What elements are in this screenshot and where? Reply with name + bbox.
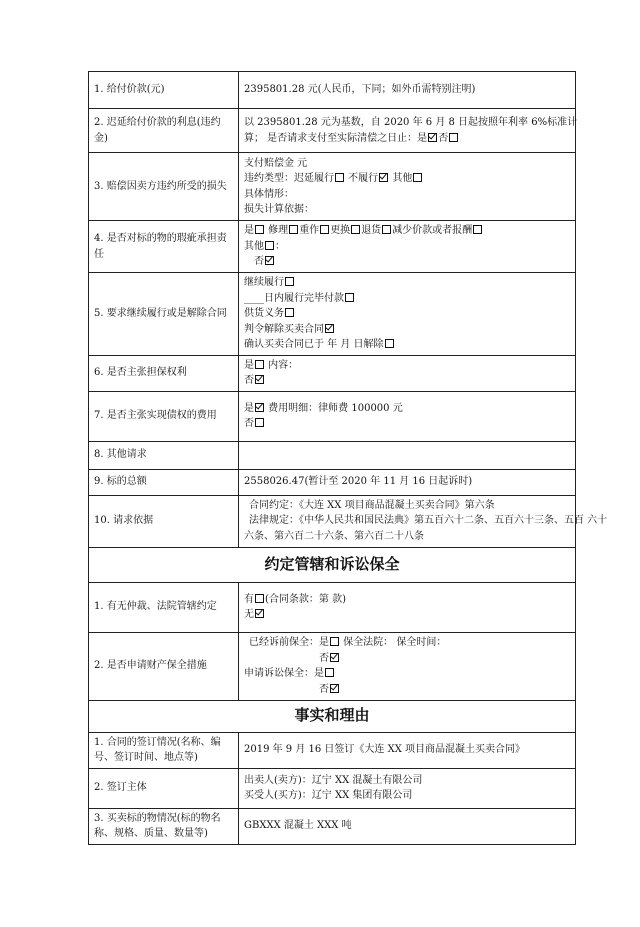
checkbox-empty-icon bbox=[265, 241, 274, 250]
section-title-facts: 事实和理由 bbox=[89, 700, 576, 732]
value-line: 否 bbox=[244, 651, 570, 667]
value-line: 申请诉讼保全：是 bbox=[244, 666, 570, 682]
checkbox-empty-icon bbox=[335, 173, 344, 182]
value-line: GBXXX 混凝土 XXX 吨 bbox=[244, 820, 352, 832]
checkbox-empty-icon bbox=[255, 360, 264, 369]
form-row bbox=[89, 768, 576, 808]
form-row bbox=[89, 273, 576, 356]
form-row bbox=[89, 221, 576, 273]
checkbox-empty-icon bbox=[330, 637, 339, 646]
value-line: 判令解除买卖合同 bbox=[244, 322, 570, 338]
form-row bbox=[89, 469, 576, 495]
checkbox-empty-icon bbox=[289, 225, 298, 234]
row-label: 7. 是否主张实现债权的费用 bbox=[89, 391, 239, 441]
row-value bbox=[239, 391, 576, 441]
form-row bbox=[89, 441, 576, 469]
checkbox-empty-icon bbox=[325, 668, 334, 677]
checkbox-empty-icon bbox=[345, 293, 354, 302]
value-line: 法律规定：《中华人民共和国民法典》第五百六十二条、五百六十三条、五百 六十 bbox=[249, 515, 608, 527]
checkbox-empty-icon bbox=[255, 594, 264, 603]
form-row bbox=[89, 495, 576, 547]
value-line: 其他 ： bbox=[244, 240, 285, 252]
row-value bbox=[239, 109, 576, 153]
checkbox-checked-icon bbox=[255, 403, 264, 412]
section-title-jurisdiction: 约定管辖和诉讼保全 bbox=[89, 547, 576, 582]
row-value bbox=[239, 768, 576, 808]
value-line: 确认买卖合同已于 年 月 日解除 bbox=[244, 337, 570, 353]
checkbox-empty-icon bbox=[473, 225, 482, 234]
row-value bbox=[239, 273, 576, 356]
checkbox-empty-icon bbox=[320, 225, 329, 234]
value-line: 出卖人(卖方)：辽宁 XX 混凝土有限公司 bbox=[244, 774, 423, 786]
row-value bbox=[239, 153, 576, 221]
value-line: 2019 年 9 月 16 日签订《大连 XX 项目商品混凝土买卖合同》 bbox=[244, 744, 526, 756]
row-label: 9. 标的总额 bbox=[89, 469, 239, 495]
checkbox-empty-icon bbox=[385, 339, 394, 348]
row-value bbox=[239, 355, 576, 391]
checkbox-empty-icon bbox=[351, 225, 360, 234]
value-line: 否 bbox=[244, 682, 570, 698]
checkbox-empty-icon bbox=[382, 225, 391, 234]
row-label: 1. 给付价款(元) bbox=[89, 72, 239, 109]
value-line: 供货义务 bbox=[244, 306, 570, 322]
checkbox-empty-icon bbox=[255, 418, 264, 427]
value-line: 有 (合同条款：第 款) bbox=[244, 593, 346, 605]
value-line: ____日内履行完毕付款 bbox=[244, 291, 570, 307]
row-value bbox=[239, 72, 576, 109]
checkbox-checked-icon bbox=[330, 684, 339, 693]
row-value bbox=[239, 441, 576, 469]
checkbox-empty-icon bbox=[255, 225, 264, 234]
row-value bbox=[239, 469, 576, 495]
row-label: 2. 是否申请财产保全措施 bbox=[89, 632, 239, 700]
value-line: 无 bbox=[244, 607, 570, 623]
complaint-form bbox=[88, 71, 608, 845]
facts-section bbox=[89, 732, 576, 844]
value-line: 买受人(买方)：辽宁 XX 集团有限公司 bbox=[244, 790, 413, 801]
value-line: 是 内容： bbox=[244, 359, 299, 371]
row-value bbox=[239, 732, 576, 768]
value-line: 是 修理 重作 更换 退货 减少价款或者报酬 bbox=[244, 223, 570, 239]
value-line: 具体情形： bbox=[244, 188, 294, 200]
row-value bbox=[239, 808, 576, 844]
form-row bbox=[89, 732, 576, 768]
jurisdiction-header bbox=[89, 547, 576, 582]
value-line: 算； 是否请求支付至实际清偿之日止：是 否 bbox=[244, 131, 570, 147]
checkbox-checked-icon bbox=[325, 324, 334, 333]
value-line: 已经诉前保全：是 保全法院： 保全时间： bbox=[249, 637, 447, 648]
row-label: 1. 合同的签订情况(名称、编号、签订时间、地点等) bbox=[89, 732, 239, 768]
row-label: 3. 赔偿因卖方违约所受的损失 bbox=[89, 153, 239, 221]
checkbox-checked-icon bbox=[330, 653, 339, 662]
checkbox-checked-icon bbox=[255, 609, 264, 618]
value-line: 2558026.47(暂计至 2020 年 11 月 16 日起诉时) bbox=[244, 476, 473, 488]
value-line: 2395801.28 元(人民币，下同；如外币需特别注明) bbox=[244, 84, 476, 96]
form-row bbox=[89, 582, 576, 632]
row-label: 2. 签订主体 bbox=[89, 768, 239, 808]
row-label: 4. 是否对标的物的瑕疵承担责任 bbox=[89, 221, 239, 273]
value-line: 以 2395801.28 元为基数，自 2020 年 6 月 8 日起按照年利率 6%标准计 bbox=[244, 117, 578, 128]
row-value bbox=[239, 221, 576, 273]
row-value bbox=[239, 495, 608, 547]
claims-section bbox=[89, 72, 608, 548]
row-label: 6. 是否主张担保权利 bbox=[89, 355, 239, 391]
checkbox-empty-icon bbox=[285, 277, 294, 286]
checkbox-checked-icon bbox=[255, 375, 264, 384]
value-line: 损失计算依据： bbox=[244, 204, 314, 215]
checkbox-checked-icon bbox=[379, 173, 388, 182]
form-row bbox=[89, 391, 576, 441]
row-label: 8. 其他请求 bbox=[89, 441, 239, 469]
value-line: 否 bbox=[244, 416, 570, 432]
form-row bbox=[89, 72, 576, 109]
checkbox-checked-icon bbox=[265, 256, 274, 265]
value-line: 支付赔偿金 元 bbox=[244, 157, 308, 169]
checkbox-empty-icon bbox=[413, 173, 422, 182]
row-value bbox=[239, 582, 576, 632]
checkbox-empty-icon bbox=[449, 133, 458, 142]
row-value bbox=[239, 632, 576, 700]
value-line: 继续履行 bbox=[244, 275, 570, 291]
value-line: 是 费用明细：律师费 100000 元 bbox=[244, 402, 403, 414]
row-label: 1. 有无仲裁、法院管辖约定 bbox=[89, 582, 239, 632]
value-line: 合同约定：《大连 XX 项目商品混凝土买卖合同》第六条 bbox=[249, 499, 495, 511]
value-line: 六条、第六百二十六条、第六百二十八条 bbox=[244, 530, 424, 542]
row-label: 5. 要求继续履行或是解除合同 bbox=[89, 273, 239, 356]
value-line: 否 bbox=[244, 373, 570, 389]
form-row bbox=[89, 109, 576, 153]
form-row bbox=[89, 355, 576, 391]
checkbox-empty-icon bbox=[285, 308, 294, 317]
checkbox-checked-icon bbox=[428, 133, 437, 142]
form-row bbox=[89, 153, 576, 221]
row-label: 2. 迟延给付价款的利息(违约金) bbox=[89, 109, 239, 153]
value-line: 否 bbox=[244, 254, 570, 270]
row-label: 10. 请求依据 bbox=[89, 495, 239, 547]
jurisdiction-section bbox=[89, 582, 576, 700]
value-line bbox=[244, 447, 570, 463]
row-label: 3. 买卖标的物情况(标的物名称、规格、质量、数量等) bbox=[89, 808, 239, 844]
form-row bbox=[89, 808, 576, 844]
form-table bbox=[88, 71, 608, 845]
form-row bbox=[89, 632, 576, 700]
value-line: 违约类型：迟延履行 不履行 其他 bbox=[244, 171, 570, 187]
facts-header bbox=[89, 700, 576, 732]
